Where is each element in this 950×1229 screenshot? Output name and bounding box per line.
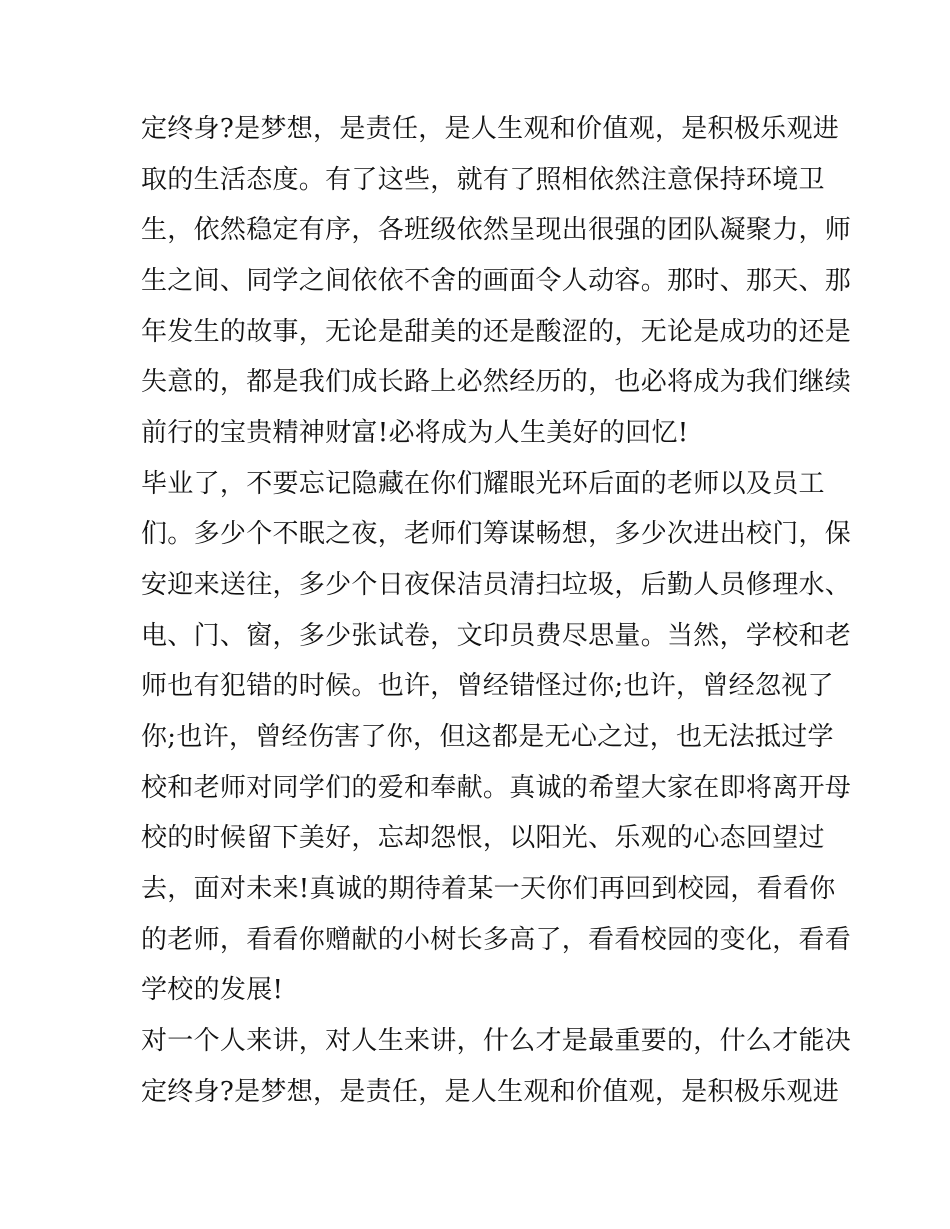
text-line: 校和老师对同学们的爱和奉献。真诚的希望大家在即将离开母 xyxy=(141,773,852,803)
text-line: 安迎来送往，多少个日夜保洁员清扫垃圾，后勤人员修理水、 xyxy=(141,570,852,600)
text-line: 取的生活态度。有了这些，就有了照相依然注意保持环境卫 xyxy=(141,165,825,195)
text-line: 学校的发展! xyxy=(141,975,284,1005)
text-line: 师也有犯错的时候。也许，曾经错怪过你;也许，曾经忽视了 xyxy=(141,671,834,701)
text-line: 毕业了，不要忘记隐藏在你们耀眼光环后面的老师以及员工 xyxy=(141,469,825,499)
text-line: 校的时候留下美好，忘却怨恨，以阳光、乐观的心态回望过 xyxy=(141,823,825,853)
text-line: 失意的，都是我们成长路上必然经历的，也必将成为我们继续 xyxy=(141,367,852,397)
text-line: 生之间、同学之间依依不舍的画面令人动容。那时、那天、那 xyxy=(141,266,852,296)
text-line: 电、门、窗，多少张试卷，文印员费尽思量。当然，学校和老 xyxy=(141,621,852,651)
text-line: 对一个人来讲，对人生来讲，什么才是最重要的，什么才能决 xyxy=(141,1026,852,1056)
text-line: 年发生的故事，无论是甜美的还是酸涩的，无论是成功的还是 xyxy=(141,317,852,347)
text-line: 你;也许，曾经伤害了你，但这都是无心之过，也无法抵过学 xyxy=(141,722,834,752)
text-line: 前行的宝贵精神财富!必将成为人生美好的回忆! xyxy=(141,418,689,448)
text-line: 去，面对未来!真诚的期待着某一天你们再回到校园，看看你 xyxy=(141,874,836,904)
text-line: 的老师，看看你赠献的小树长多高了，看看校园的变化，看看 xyxy=(141,925,852,955)
text-line: 生，依然稳定有序，各班级依然呈现出很强的团队凝聚力，师 xyxy=(141,215,852,245)
text-line: 们。多少个不眠之夜，老师们筹谋畅想，多少次进出校门，保 xyxy=(141,519,852,549)
text-line: 定终身?是梦想，是责任，是人生观和价值观，是积极乐观进 xyxy=(141,1077,840,1107)
text-line: 定终身?是梦想，是责任，是人生观和价值观，是积极乐观进 xyxy=(141,114,840,144)
